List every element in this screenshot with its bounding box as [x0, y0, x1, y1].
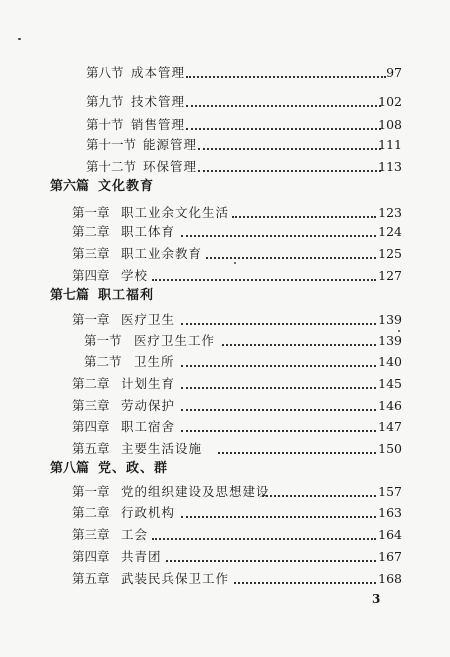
dot-leader	[166, 560, 376, 562]
entry-label: 第八节	[86, 65, 124, 80]
entry-page: 139	[378, 333, 402, 348]
toc-part-heading	[0, 176, 450, 198]
toc-entry	[0, 481, 450, 503]
entry-page: 124	[378, 224, 402, 239]
entry-title: 能源管理	[143, 137, 198, 152]
entry-title: 计划生育	[121, 376, 176, 391]
entry-label: 第九节	[86, 94, 124, 109]
entry-page: 146	[378, 398, 402, 413]
part-title: 职工福利	[98, 288, 155, 303]
entry-label: 第五章	[72, 571, 110, 586]
entry-title: 主要生活设施	[121, 441, 203, 456]
dot-leader	[218, 452, 376, 454]
entry-title: 职工业余教育	[121, 246, 203, 261]
entry-page: 145	[378, 376, 402, 391]
entry-page: 168	[378, 571, 402, 586]
dot-leader	[222, 344, 376, 346]
scan-speck	[398, 330, 400, 332]
entry-page: 167	[378, 549, 402, 564]
entry-title: 行政机构	[121, 505, 176, 520]
entry-label: 第四章	[72, 419, 110, 434]
entry-page: 125	[378, 246, 402, 261]
entry-page: 111	[378, 137, 402, 152]
dot-leader	[181, 235, 376, 237]
entry-title: 党的组织建设及思想建设	[121, 484, 270, 499]
dot-leader	[186, 76, 386, 78]
entry-title: 技术管理	[131, 94, 186, 109]
entry-page: 139	[378, 312, 402, 327]
dot-leader	[206, 257, 376, 259]
toc-entry	[0, 502, 450, 524]
entry-page: 163	[378, 505, 402, 520]
dot-leader	[198, 170, 381, 172]
entry-page: 147	[378, 419, 402, 434]
entry-page: 150	[378, 441, 402, 456]
part-label: 第八篇	[50, 461, 90, 476]
toc-entry	[0, 134, 450, 156]
entry-label: 第一章	[72, 205, 110, 220]
dot-leader	[186, 128, 381, 130]
entry-page: 123	[378, 205, 402, 220]
entry-page: 157	[378, 484, 402, 499]
scan-speck	[18, 38, 21, 40]
dot-leader	[181, 323, 376, 325]
entry-label: 第十一节	[86, 137, 137, 152]
toc-entry	[0, 62, 450, 84]
toc-entry	[0, 438, 450, 460]
toc-entry	[0, 546, 450, 568]
entry-page: 97	[386, 65, 402, 80]
entry-page: 164	[378, 527, 402, 542]
entry-title: 卫生所	[134, 354, 175, 369]
dot-leader	[198, 148, 381, 150]
part-title: 文化教育	[98, 179, 155, 194]
entry-title: 武装民兵保卫工作	[121, 571, 230, 586]
toc-part-heading	[0, 458, 450, 480]
toc-entry	[0, 568, 450, 590]
entry-page: 127	[378, 268, 402, 283]
entry-title: 职工业余文化生活	[121, 205, 230, 220]
entry-title: 销售管理	[131, 117, 186, 132]
dot-leader	[181, 430, 376, 432]
toc-entry	[0, 265, 450, 287]
toc-entry	[0, 221, 450, 243]
entry-label: 第三章	[72, 246, 110, 261]
dot-leader	[262, 495, 376, 497]
entry-title: 职工宿舍	[121, 419, 176, 434]
entry-label: 第三章	[72, 527, 110, 542]
entry-title: 职工体育	[121, 224, 176, 239]
entry-label: 第十节	[86, 117, 124, 132]
entry-title: 成本管理	[131, 65, 186, 80]
entry-title: 医疗卫生	[121, 312, 176, 327]
dot-leader	[181, 409, 376, 411]
dot-leader	[152, 538, 376, 540]
toc-entry	[0, 156, 450, 178]
dot-leader	[152, 279, 376, 281]
entry-label: 第二章	[72, 376, 110, 391]
entry-label: 第一章	[72, 312, 110, 327]
toc-part-heading	[0, 285, 450, 307]
entry-label: 第四章	[72, 549, 110, 564]
entry-page: 113	[378, 159, 402, 174]
entry-label: 第二章	[72, 224, 110, 239]
toc-entry	[0, 309, 450, 331]
toc-entry	[0, 243, 450, 265]
entry-label: 第三章	[72, 398, 110, 413]
toc-entry	[0, 416, 450, 438]
entry-label: 第十二节	[86, 159, 137, 174]
toc-entry	[0, 330, 450, 352]
entry-label: 第二章	[72, 505, 110, 520]
entry-label: 第一节	[84, 333, 122, 348]
entry-label: 第五章	[72, 441, 110, 456]
dot-leader	[234, 582, 376, 584]
part-title: 党、政、群	[98, 461, 169, 476]
toc-entry	[0, 395, 450, 417]
entry-title: 学校	[121, 268, 149, 283]
entry-title: 共青团	[121, 549, 162, 564]
entry-title: 环保管理	[143, 159, 198, 174]
entry-page: 140	[378, 354, 402, 369]
toc-entry	[0, 373, 450, 395]
entry-page: 108	[378, 117, 402, 132]
part-label: 第六篇	[50, 179, 90, 194]
dot-leader	[181, 516, 376, 518]
entry-label: 第四章	[72, 268, 110, 283]
toc-entry	[0, 114, 450, 136]
entry-label: 第二节	[84, 354, 122, 369]
toc-entry	[0, 524, 450, 546]
page-number: 3	[372, 592, 381, 606]
dot-leader	[186, 105, 381, 107]
entry-title: 劳动保护	[121, 398, 176, 413]
dot-leader	[181, 387, 376, 389]
entry-title: 工会	[121, 527, 149, 542]
part-label: 第七篇	[50, 288, 90, 303]
entry-label: 第一章	[72, 484, 110, 499]
toc-entry	[0, 351, 450, 373]
toc-entry	[0, 91, 450, 113]
scan-speck	[234, 262, 236, 264]
entry-title: 医疗卫生工作	[134, 333, 216, 348]
dot-leader	[232, 216, 376, 218]
entry-page: 102	[378, 94, 402, 109]
dot-leader	[181, 365, 376, 367]
